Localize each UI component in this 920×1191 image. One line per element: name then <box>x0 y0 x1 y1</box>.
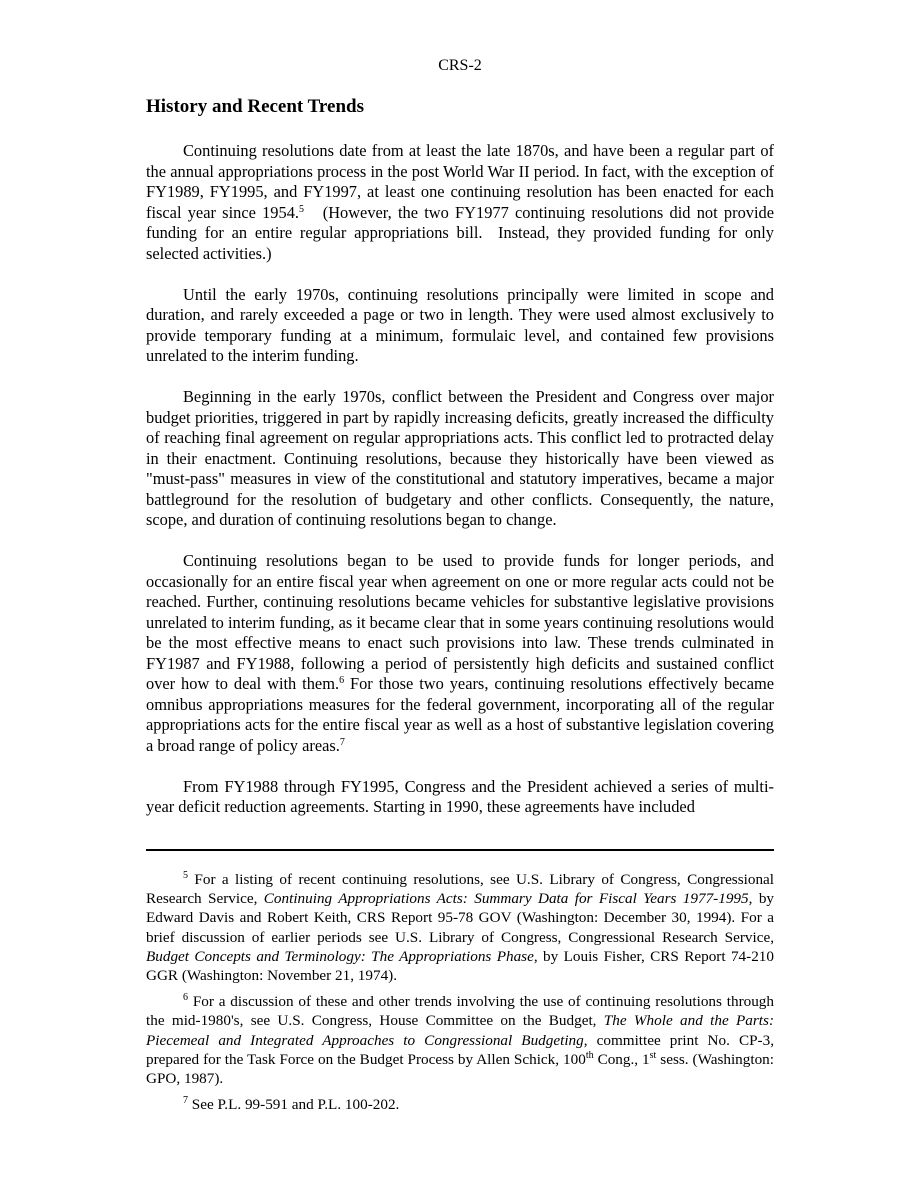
paragraph-text: Until the early 1970s, continuing resolutions principally were limited in scope and duration, and rarely exceeded a page or two in length. They were used almost exclusively to provide temporary funding at a minimum, formulaic level, and contained few provisions unrelated to the interim funding. <box>146 284 774 365</box>
footnote-number: 7 <box>183 1095 188 1107</box>
footnote-title: Budget Concepts and Terminology: The Appropriations Phase <box>146 947 534 965</box>
footnote-text: For a listing of recent continuing resolutions, see U.S. Library of Congress, Congressional Research Service, <box>146 871 774 908</box>
paragraph-4 <box>146 551 774 756</box>
paragraph-text: From FY1988 through FY1995, Congress and the President achieved a series of multi-year deficit reduction agreements. Starting in 1990, these agreements have included <box>146 776 774 816</box>
footnote-6 <box>146 992 774 1088</box>
paragraph-text: Continuing resolutions date from at least the late 1870s, and have been a regular part of the annual appropriations process in the post World War II period. In fact, with the exception of FY1989, FY1995, and FY1997, at least one continuing resolution has been enacted for each fiscal year since 1954. <box>146 141 774 222</box>
section-heading: History and Recent Trends <box>146 96 364 117</box>
footnote-ref-5: 5 <box>299 203 304 215</box>
paragraph-text: Continuing resolutions began to be used to provide funds for longer periods, and occasionally for an entire fiscal year when agreement on one or more regular acts could not be reached. Further, continuing resolutions became vehicles for substantive legislative provisions unrelated to interim funding, as it became clear that in some years continuing resolutions would be the most effective means to enact such provisions into law. These trends culminated in FY1987 and FY1988, following a period of persistently high deficits and sustained conflict over how to deal with them. <box>146 551 774 693</box>
ordinal-suffix: th <box>585 1049 594 1061</box>
footnote-divider <box>146 849 774 851</box>
footnote-text: , by Edward Davis and Robert Keith, CRS Report 95-78 GOV (Washington: December 30, 1994). For a brief discussion of earlier periods see U.S. Library of Congress, Congressional Research Service, <box>146 890 774 946</box>
footnote-text: For a discussion of these and other trends involving the use of continuing resolutions through the mid-1980's, see U.S. Congress, House Committee on the Budget, <box>146 993 774 1030</box>
paragraph-text: (However, the two FY1977 continuing resolutions did not provide funding for an entire regular appropriations bill. Instead, they provided funding for only selected activities.) <box>146 202 779 263</box>
footnote-number: 5 <box>183 870 188 881</box>
paragraph-3 <box>146 387 774 531</box>
footnote-text: , by Louis Fisher, CRS Report 74-210 GGR (Washington: November 21, 1974). <box>146 947 774 985</box>
ordinal-suffix: st <box>649 1049 657 1061</box>
footnotes <box>146 870 774 1121</box>
footnote-5 <box>146 870 774 985</box>
paragraph-text: Beginning in the early 1970s, conflict between the President and Congress over major budget priorities, triggered in part by rapidly increasing deficits, greatly increased the difficulty of reaching final agreement on regular appropriations acts. This conflict led to protracted delay in their enactment. Continuing resolutions, because they historically have been viewed as "must-pass" measures in view of the constitutional and statutory imperatives, became a major battleground for the resolution of budgetary and other conflicts. Consequently, the nature, scope, and duration of continuing resolutions began to change. <box>146 387 774 529</box>
footnote-text: See P.L. 99-591 and P.L. 100-202. <box>188 1096 400 1114</box>
footnote-text: , committee print No. CP-3, prepared for the Task Force on the Budget Process by Allen Schick, 100 <box>146 1031 775 1068</box>
footnote-ref-7: 7 <box>339 736 345 748</box>
paragraph-text: For those two years, continuing resolutions effectively became omnibus appropriations measures for the federal government, incorporating all of the regular appropriations acts for the entire fiscal year as well as a host of substantive legislation covering a broad range of policy areas. <box>146 674 774 755</box>
footnote-title: Continuing Appropriations Acts: Summary Data for Fiscal Years 1977-1995 <box>263 890 749 908</box>
paragraph-5 <box>146 777 774 818</box>
body-text <box>146 141 779 818</box>
paragraph-2 <box>146 285 774 367</box>
footnote-text: Cong., 1 <box>593 1050 650 1068</box>
footnote-title: The Whole and the Parts: Piecemeal and Integrated Approaches to Congressional Budgeting <box>146 1012 774 1049</box>
footnote-number: 6 <box>183 992 188 1004</box>
footnote-text: sess. (Washington: GPO, 1987). <box>146 1050 774 1088</box>
paragraph-1 <box>146 141 779 264</box>
page-number: CRS-2 <box>438 57 482 74</box>
footnote-ref-6: 6 <box>339 675 345 686</box>
footnote-7 <box>146 1095 774 1114</box>
